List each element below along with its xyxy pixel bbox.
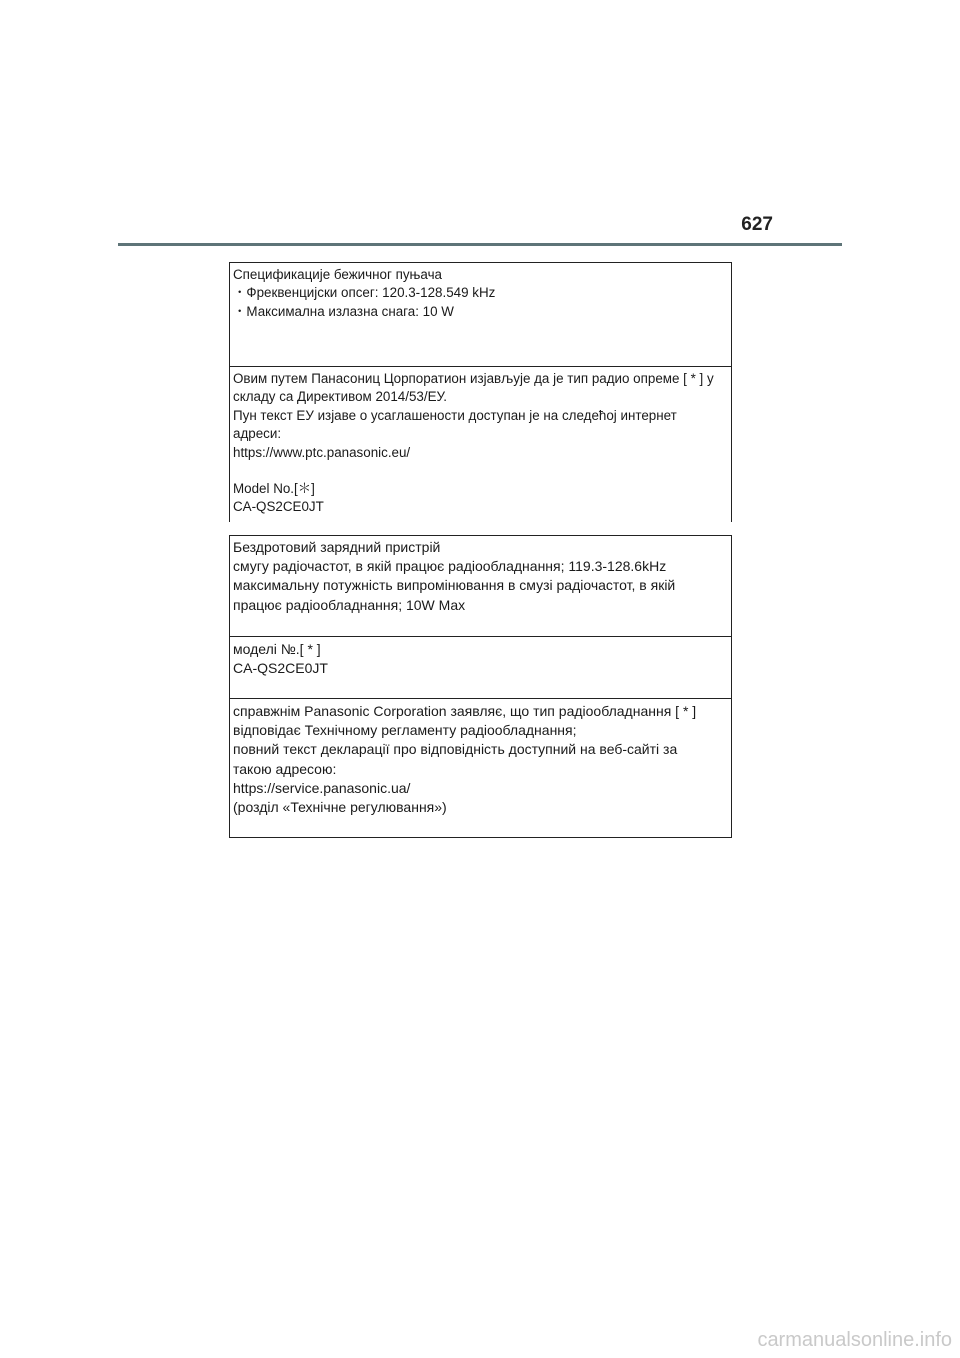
- ukrainian-declaration-line: відповідає Технічному регламенту радіообладнання;: [233, 722, 577, 739]
- serbian-declaration-line: Овим путем Панасониц Цорпоратион изјављује да је тип радио опреме [ * ] у: [233, 371, 714, 386]
- serbian-declaration-line: Пун текст ЕУ изјаве о усаглашености доступан је на следећој интернет: [233, 407, 677, 423]
- header-rule: [118, 243, 842, 246]
- ukrainian-declaration-url: https://service.panasonic.ua/: [233, 779, 411, 796]
- serbian-spec-power: ・Максимална излазна снага: 10 W: [233, 303, 454, 319]
- spacer: [233, 462, 729, 480]
- ukrainian-spec-power: максимальну потужність випромінювання в смузі радіочастот, в якій: [233, 577, 676, 594]
- ukrainian-declaration-line: такою адресою:: [233, 760, 337, 777]
- serbian-declaration-url: https://www.ptc.panasonic.eu/: [233, 444, 411, 460]
- ukrainian-model-cell: [230, 637, 731, 699]
- ukrainian-model-number: CA-QS2CE0JT: [233, 660, 328, 677]
- ukrainian-spec-frequency: смугу радіочастот, в якій працює радіообладнання; 119.3-128.6kHz: [233, 558, 667, 575]
- ukrainian-spec-cell: [230, 536, 731, 637]
- serbian-model-number: CA-QS2CE0JT: [233, 499, 324, 515]
- serbian-declaration-line: складу са Директивом 2014/53/ЕУ.: [233, 389, 447, 405]
- ukrainian-declaration-line: справжнім Panasonic Corporation заявляє, що тип радіообладнання [ * ]: [233, 703, 697, 719]
- page-number: 627: [741, 214, 773, 235]
- serbian-spec-frequency: ・Фреквенцијски опсег: 120.3-128.549 kHz: [233, 285, 496, 301]
- ukrainian-declaration-cell: [230, 699, 731, 837]
- watermark: carmanualsonline.info: [757, 1329, 952, 1351]
- serbian-declaration-cell: [230, 367, 731, 522]
- serbian-declaration-line: адреси:: [233, 426, 282, 442]
- ukrainian-declaration-line: повний текст декларації про відповідність доступний на веб-сайті за: [233, 741, 678, 758]
- serbian-model-label: Model No.[＊]: [233, 481, 315, 497]
- ukrainian-declaration-section: (розділ «Технічне регулювання»): [233, 799, 447, 816]
- ukrainian-model-label: моделі №.[ * ]: [233, 641, 321, 657]
- ukrainian-spec-title: Бездротовий зарядний пристрій: [233, 539, 441, 555]
- serbian-declaration-box: [229, 262, 732, 522]
- serbian-spec-title: Спецификације бежичног пуњача: [233, 267, 442, 282]
- serbian-spec-cell: [230, 263, 731, 367]
- ukrainian-declaration-box: [229, 535, 732, 838]
- ukrainian-spec-power: працює радіообладнання; 10W Max: [233, 596, 466, 613]
